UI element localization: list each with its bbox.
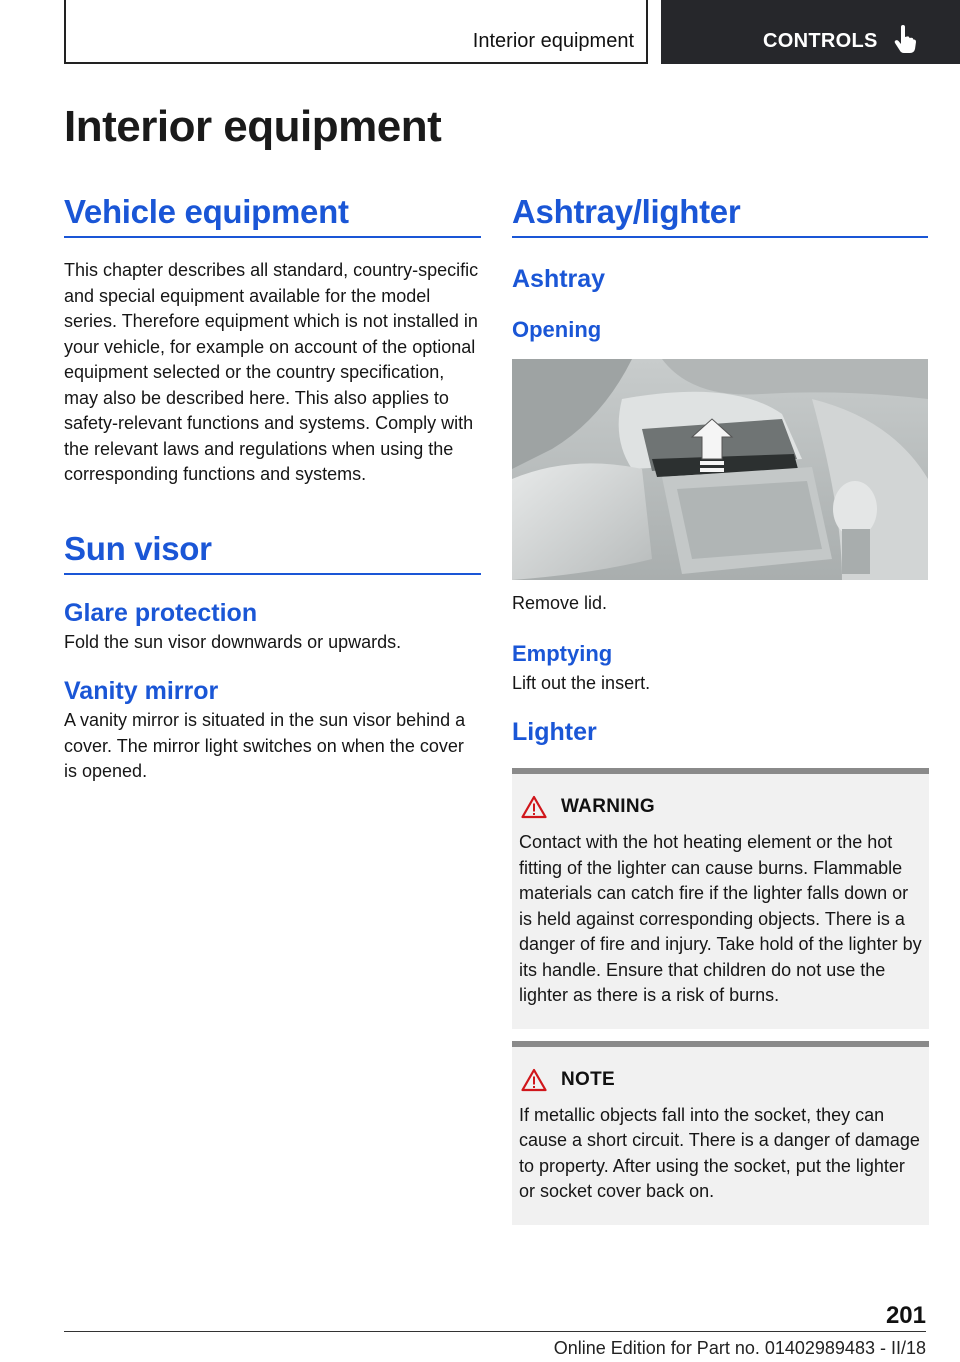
header-controls-label: CONTROLS bbox=[763, 30, 878, 52]
glare-protection-text: Fold the sun visor downwards or upwards. bbox=[64, 631, 402, 652]
vehicle-equipment-text: This chapter describes all standard, country-specific and special equipment available for the model series. Therefore equipment which is not installed in your vehicle, for example on account of the optional equipment selected or the country specification, may also be described here. This also applies to safety-relevant functions and systems. Comply with the relevant laws and regulations when using the corresponding functions and systems. bbox=[64, 260, 479, 484]
ashtray-opening-photo bbox=[512, 359, 928, 580]
subheading-ashtray: Ashtray bbox=[512, 265, 606, 293]
pointing-hand-icon bbox=[894, 25, 916, 53]
subheading-vanity-mirror: Vanity mirror bbox=[64, 677, 219, 705]
warning-triangle-icon bbox=[521, 795, 547, 819]
subheading-emptying: Emptying bbox=[512, 640, 613, 666]
emptying-text: Lift out the insert. bbox=[512, 672, 651, 693]
subheading-glare-protection: Glare protection bbox=[64, 598, 258, 627]
page-title: Interior equipment bbox=[64, 102, 442, 151]
section-heading-vehicle-equipment: Vehicle equipment bbox=[64, 190, 481, 238]
header-controls-tab bbox=[661, 0, 960, 64]
page-number: 201 bbox=[885, 1302, 926, 1329]
footer-edition: Online Edition for Part no. 01402989483 - II/18 bbox=[553, 1338, 926, 1358]
header-section-label: Interior equipment bbox=[472, 30, 634, 52]
warning-text: Contact with the hot heating element or the hot fitting of the lighter can cause burns. Flammable materials can catch fire if the lighter falls down or is held against corresponding objects. There is a danger of fire and injury. Take hold of the lighter by its handle. Ensure that children do not use the lighter as there is a risk of burns. bbox=[519, 832, 922, 1005]
subheading-opening: Opening bbox=[512, 317, 602, 342]
note-text: If metallic objects fall into the socket, they can cause a short circuit. There is a danger of damage to property. After using the socket, put the lighter or socket cover back on. bbox=[519, 1104, 920, 1201]
footer-divider bbox=[64, 1331, 926, 1332]
header-section-box bbox=[64, 0, 648, 64]
photo-caption: Remove lid. bbox=[512, 593, 608, 613]
left-column bbox=[64, 190, 481, 785]
note-callout bbox=[512, 1041, 929, 1225]
section-heading-ashtray-lighter: Ashtray/lighter bbox=[512, 190, 928, 238]
warning-title: WARNING bbox=[561, 796, 655, 817]
subheading-lighter: Lighter bbox=[512, 718, 597, 746]
warning-callout bbox=[512, 768, 929, 1029]
right-column bbox=[512, 190, 929, 1225]
vanity-mirror-text: A vanity mirror is situated in the sun visor behind a cover. The mirror light switches on when the cover is opened. bbox=[64, 710, 466, 781]
note-title: NOTE bbox=[561, 1068, 615, 1090]
section-heading-sun-visor: Sun visor bbox=[64, 527, 481, 575]
warning-triangle-icon bbox=[521, 1068, 547, 1092]
